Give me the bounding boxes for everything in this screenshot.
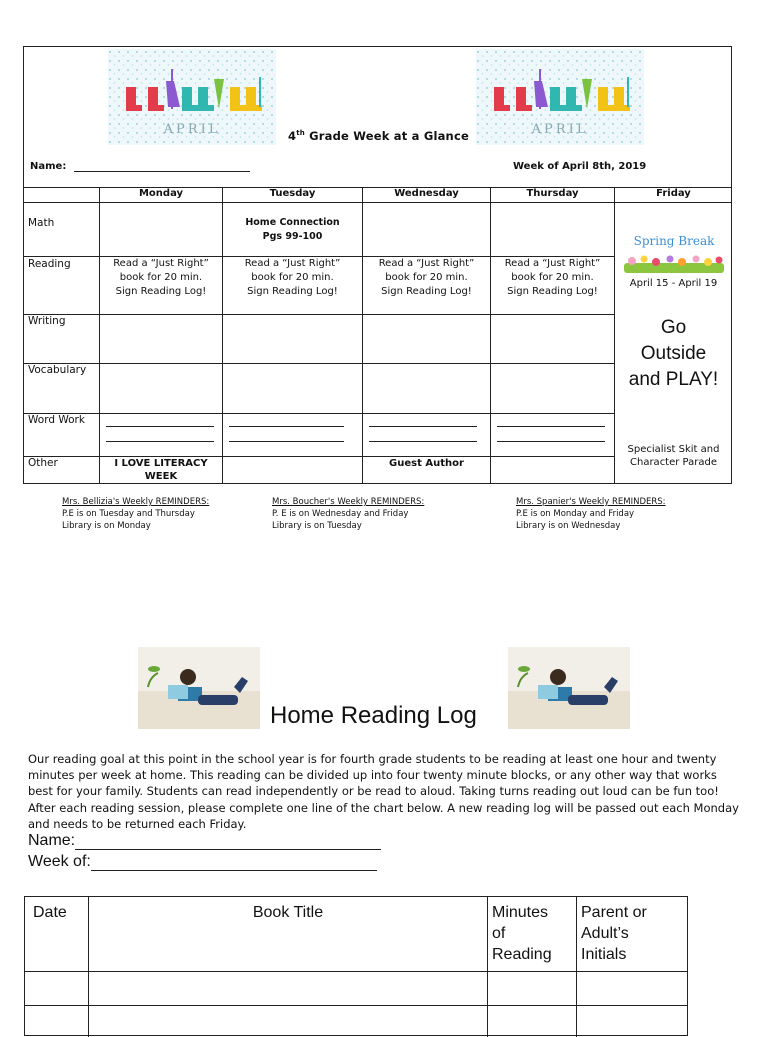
reminders-boucher: Mrs. Boucher's Weekly REMINDERS: P. E is on Wednesday and Friday Library is on Tuesday	[272, 497, 425, 531]
other-monday-cell: I LOVE LITERACY WEEK	[114, 458, 208, 482]
reading-log-title: Home Reading Log	[270, 702, 477, 729]
math-tuesday-cell: Home Connection Pgs 99-100	[245, 217, 340, 242]
day-header-tuesday: Tuesday	[269, 188, 316, 199]
sheet-title: 4th Grade Week at a Glance	[288, 129, 469, 143]
reading-tuesday-cell: Read a “Just Right” book for 20 min. Sign Reading Log!	[244, 258, 341, 297]
col-header-minutes: Minutes of Reading	[492, 904, 552, 963]
row-label-writing: Writing	[28, 315, 66, 327]
day-header-thursday: Thursday	[526, 188, 579, 199]
reminders-spanier: Mrs. Spanier's Weekly REMINDERS: P.E is on Monday and Friday Library is on Wednesday	[516, 497, 666, 531]
spring-break-text: Spring Break	[633, 234, 715, 248]
reading-wednesday-cell: Read a “Just Right” book for 20 min. Sign Reading Log!	[378, 258, 475, 297]
row-label-other: Other	[28, 457, 58, 469]
go-outside-message: Go Outside and PLAY!	[628, 317, 719, 390]
reading-log-table	[24, 896, 688, 1036]
specialist-skit-note: Specialist Skit and Character Parade	[627, 444, 720, 468]
student-name-line: Name:	[30, 161, 250, 172]
col-header-parent-initials: Parent or Adult’s Initials	[581, 904, 647, 963]
reading-goal-paragraph: Our reading goal at this point in the school year is for fourth grade students to be reading at least one hour and twenty minutes per week at home. This reading can be divided up into four twenty minute blocks, or any other way that works best for your family. Students can read independently or be read to aloud. Taking turns reading out loud can be fun too! After each reading session, please complete one line of the chart below. A new reading log will be passed out each Monday and needs to be returned each Friday.	[28, 752, 739, 831]
reminders-bellizia: Mrs. Bellizia's Weekly REMINDERS: P.E is on Tuesday and Thursday Library is on Monday	[62, 497, 210, 531]
col-header-book-title: Book Title	[252, 904, 324, 921]
week-at-a-glance-sheet	[23, 46, 732, 484]
day-header-wednesday: Wednesday	[394, 188, 459, 199]
banner-text: APRIL	[163, 122, 221, 137]
reading-thursday-cell: Read a “Just Right” book for 20 min. Sign Reading Log!	[504, 258, 601, 297]
row-label-reading: Reading	[28, 258, 71, 270]
child-reading-photo-left	[138, 647, 260, 729]
week-of-label: Week of April 8th, 2019	[513, 161, 647, 172]
log-week-line: Week of:	[28, 853, 377, 871]
name-blank	[74, 161, 250, 172]
row-label-math: Math	[28, 217, 55, 229]
day-header-monday: Monday	[138, 188, 184, 199]
col-header-date: Date	[33, 904, 67, 921]
row-label-vocabulary: Vocabulary	[28, 364, 87, 376]
row-label-word-work: Word Work	[28, 414, 85, 426]
spring-break-dates: April 15 - April 19	[629, 278, 718, 289]
log-name-line: Name:	[28, 832, 381, 850]
other-wednesday-cell: Guest Author	[389, 458, 464, 469]
reading-monday-cell: Read a “Just Right” book for 20 min. Sign Reading Log!	[113, 258, 209, 297]
child-reading-photo-right	[508, 647, 630, 729]
banner-text: APRIL	[531, 122, 589, 137]
day-header-friday: Friday	[656, 188, 691, 199]
spring-break-flowers-image	[620, 227, 728, 275]
